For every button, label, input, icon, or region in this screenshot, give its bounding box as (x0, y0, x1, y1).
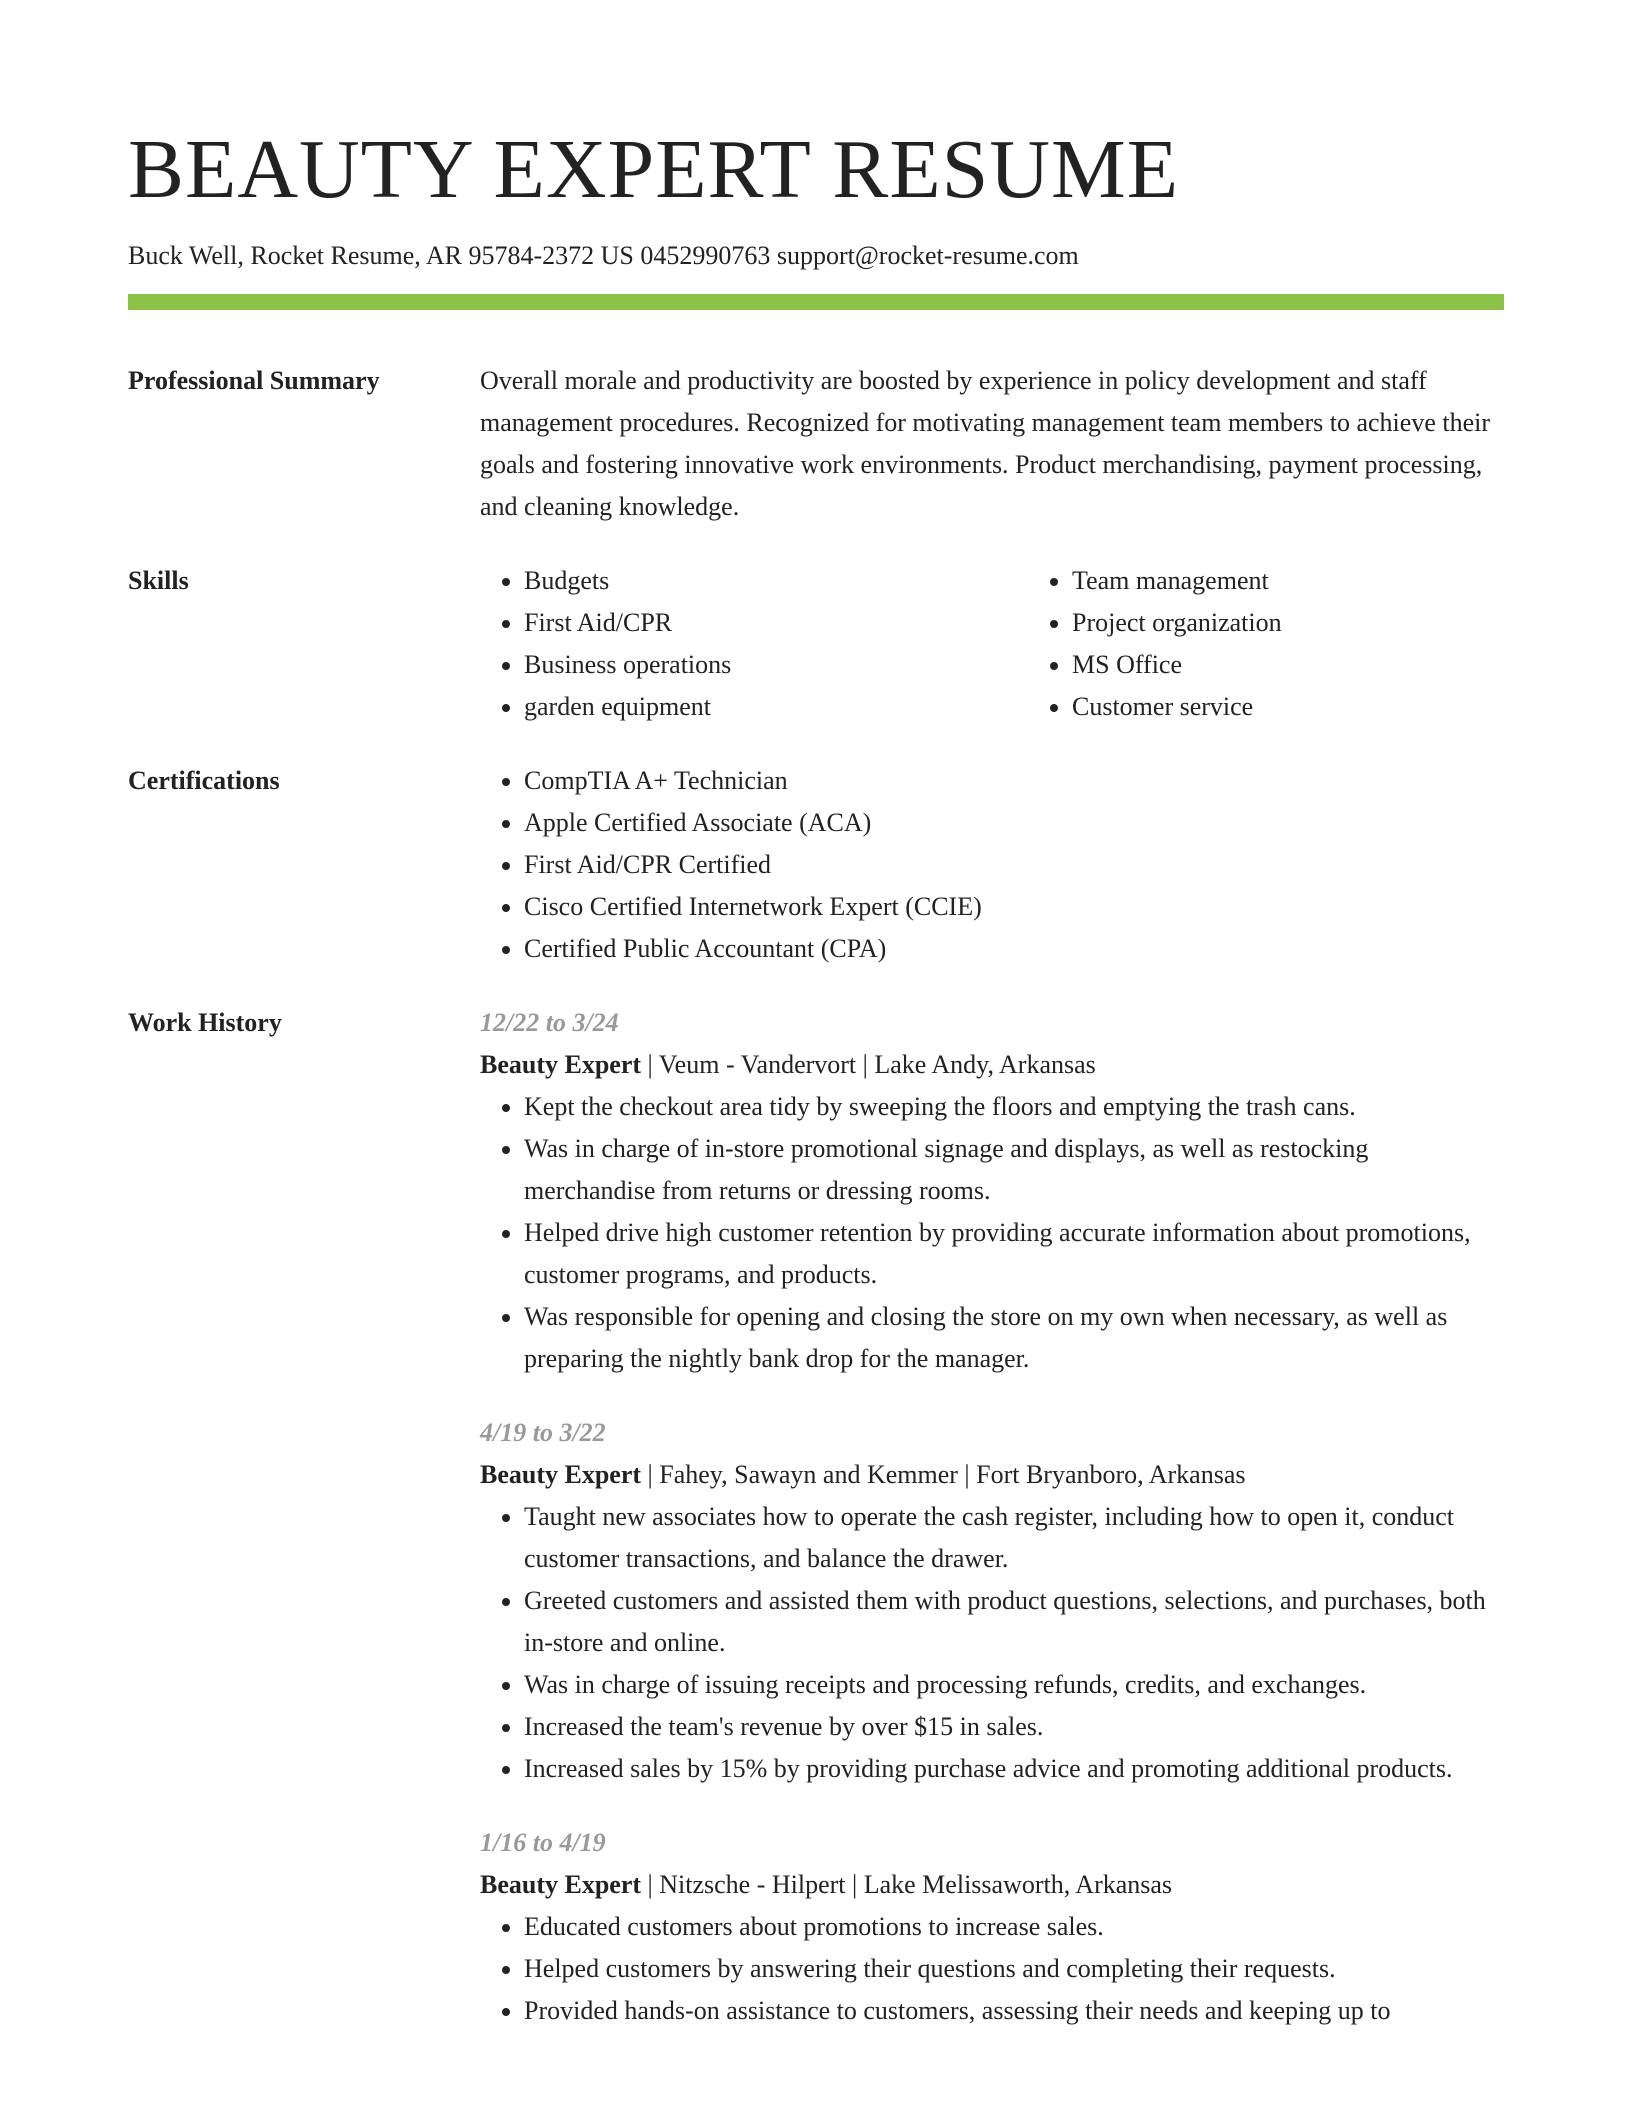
certification-item: • Apple Certified Associate (ACA) (524, 802, 1504, 844)
job-heading (480, 1044, 1504, 1086)
certification-item: • CompTIA A+ Technician (524, 760, 1504, 802)
skills-label: Skills (128, 566, 189, 595)
skill-item: • Business operations (524, 644, 1028, 686)
job-dates: 4/19 to 3/22 (480, 1418, 606, 1447)
certifications-section (128, 760, 1504, 970)
skill-item: • First Aid/CPR (524, 602, 1028, 644)
skills-list-left (480, 560, 1028, 728)
job-entry (480, 1822, 1504, 2032)
job-duty: • Taught new associates how to operate the cash register, including how to open it, conduct customer transactions, and balance the drawer. (524, 1496, 1504, 1580)
job-dates: 12/22 to 3/24 (480, 1008, 619, 1037)
certifications-list (480, 760, 1504, 970)
job-entry (480, 1412, 1504, 1790)
skill-item: • MS Office (1072, 644, 1576, 686)
job-employer-location: | Veum - Vandervort | Lake Andy, Arkansas (641, 1050, 1096, 1079)
job-duties-list (480, 1086, 1504, 1380)
work-history-section (128, 1002, 1504, 2032)
job-heading (480, 1454, 1504, 1496)
job-duty: • Helped customers by answering their questions and completing their requests. (524, 1948, 1504, 1990)
job-duty: • Helped drive high customer retention by providing accurate information about promotions, customer programs, and products. (524, 1212, 1504, 1296)
job-duty: • Was responsible for opening and closing the store on my own when necessary, as well as preparing the nightly bank drop for the manager. (524, 1296, 1504, 1380)
job-duty: • Increased the team's revenue by over $15 in sales. (524, 1706, 1504, 1748)
resume-title: BEAUTY EXPERT RESUME (128, 123, 1180, 216)
certifications-label: Certifications (128, 766, 280, 795)
job-title: Beauty Expert (480, 1050, 642, 1079)
job-duty: • Educated customers about promotions to increase sales. (524, 1906, 1504, 1948)
job-dates: 1/16 to 4/19 (480, 1828, 606, 1857)
skills-section (128, 560, 1504, 728)
job-duty: • Kept the checkout area tidy by sweeping the floors and emptying the trash cans. (524, 1086, 1504, 1128)
job-entry (480, 1002, 1504, 1380)
job-employer-location: | Fahey, Sawayn and Kemmer | Fort Bryanboro, Arkansas (641, 1460, 1246, 1489)
resume-page (128, 0, 1504, 2032)
skills-grid (480, 560, 1576, 728)
skill-item: • Customer service (1072, 686, 1576, 728)
summary-label: Professional Summary (128, 366, 380, 395)
summary-text: Overall morale and productivity are boosted by experience in policy development and staff management procedures. Recognized for motivating management team members to achieve their goals and fostering innovative work environments. Product merchandising, payment processing, and cleaning knowledge. (480, 366, 1491, 521)
job-heading (480, 1864, 1504, 1906)
skill-item: • Budgets (524, 560, 1028, 602)
job-duty: • Provided hands-on assistance to customers, assessing their needs and keeping up to (524, 1990, 1504, 2032)
job-duties-list (480, 1906, 1504, 2032)
skill-item: • Project organization (1072, 602, 1576, 644)
skill-item: • Team management (1072, 560, 1576, 602)
summary-section (128, 360, 1504, 528)
skill-item: • garden equipment (524, 686, 1028, 728)
job-duty: • Increased sales by 15% by providing purchase advice and promoting additional products. (524, 1748, 1504, 1790)
skills-list-right (1028, 560, 1576, 728)
job-title: Beauty Expert (480, 1460, 642, 1489)
job-duty: • Greeted customers and assisted them with product questions, selections, and purchases, both in-store and online. (524, 1580, 1504, 1664)
work-history-label: Work History (128, 1008, 282, 1037)
job-title: Beauty Expert (480, 1870, 642, 1899)
certification-item: • Certified Public Accountant (CPA) (524, 928, 1504, 970)
certification-item: • First Aid/CPR Certified (524, 844, 1504, 886)
job-duties-list (480, 1496, 1504, 1790)
certification-item: • Cisco Certified Internetwork Expert (CCIE) (524, 886, 1504, 928)
job-duty: • Was in charge of in-store promotional signage and displays, as well as restocking merchandise from returns or dressing rooms. (524, 1128, 1504, 1212)
job-duty: • Was in charge of issuing receipts and processing refunds, credits, and exchanges. (524, 1664, 1504, 1706)
job-employer-location: | Nitzsche - Hilpert | Lake Melissaworth, Arkansas (641, 1870, 1173, 1899)
contact-line: Buck Well, Rocket Resume, AR 95784-2372 US 0452990763 support@rocket-resume.com (128, 241, 1079, 270)
header-divider (128, 294, 1504, 310)
